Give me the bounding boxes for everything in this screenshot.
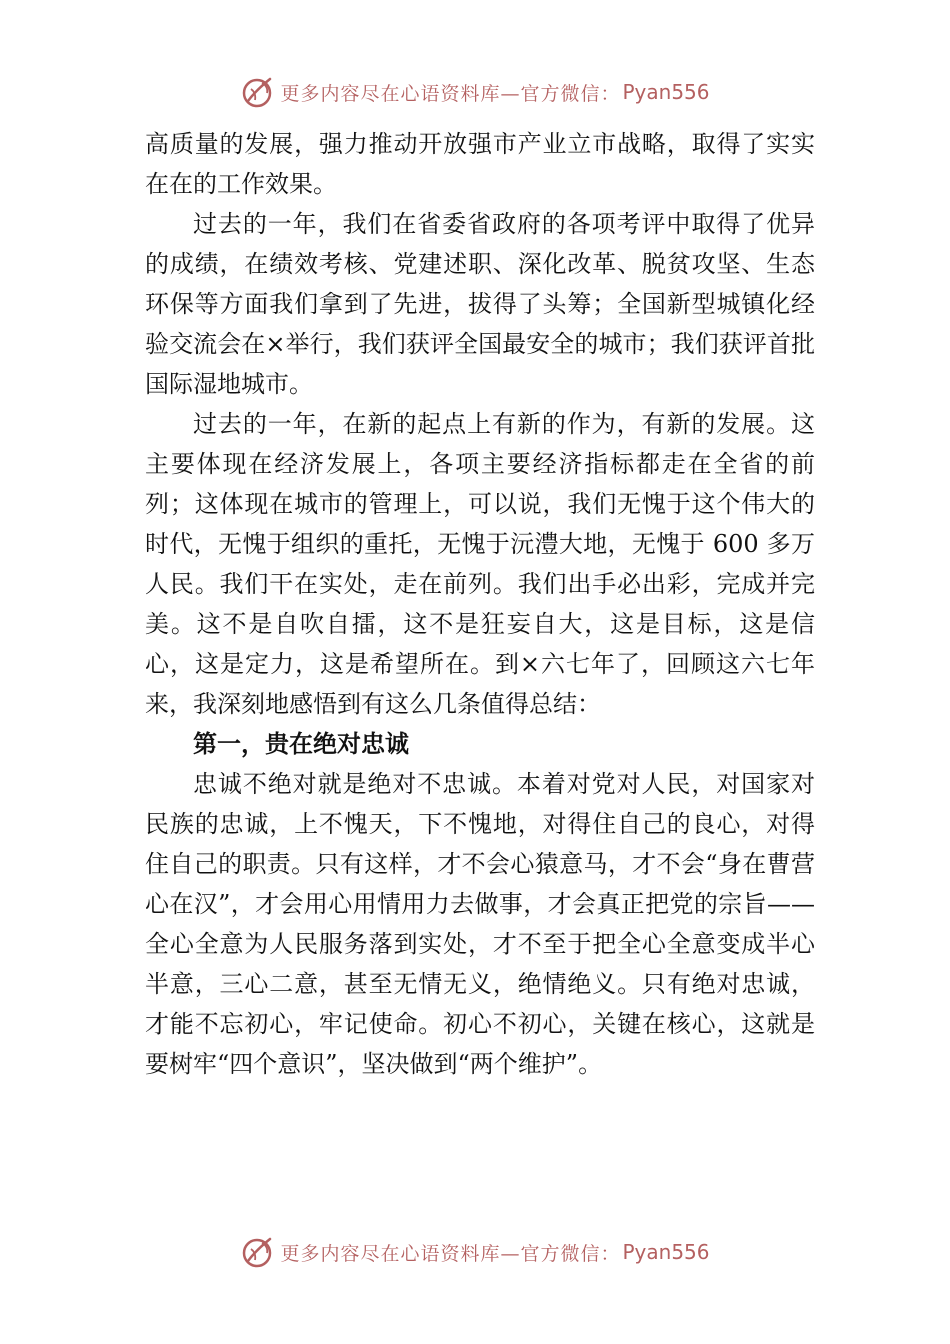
scroll-quill-logo-icon [240,1235,274,1269]
document-body [145,124,815,1084]
watermark-text: 更多内容尽在心语资料库—官方微信： [280,82,621,105]
header-watermark [0,72,950,112]
paragraph-loyalty: 忠诚不绝对就是绝对不忠诚。本着对党对人民，对国家对民族的忠诚，上不愧天，下不愧地，对得住自己的良心，对得住自己的职责。只有这样，才不会心猿意马，才不会“身在曹营心在汉”，才会用心用情用力去做事，才会真正把党的宗旨——全心全意为人民服务落到实处，才不至于把全心全意变成半心半意，三心二意，甚至无情无义，绝情绝义。只有绝对忠诚，才能不忘初心，牢记使命。初心不初心，关键在核心，这就是要树牢“四个意识”，坚决做到“两个维护”。 [145,770,815,1078]
footer-watermark [0,1232,950,1272]
watermark-text: 更多内容尽在心语资料库—官方微信： [280,1242,621,1265]
paragraph-development: 过去的一年，在新的起点上有新的作为，有新的发展。这主要体现在经济发展上，各项主要经济指标都走在全省的前列；这体现在城市的管理上，可以说，我们无愧于这个伟大的时代，无愧于组织的重托，无愧于沅澧大地，无愧于 600 多万人民。我们干在实处，走在前列。我们出手必出彩，完成并完美。这不是自吹自擂，这不是狂妄自大，这是目标，这是信心，这是定力，这是希望所在。到×六七年了，回顾这六七年来，我深刻地感悟到有这么几条值得总结： [145,410,815,718]
watermark-account: Pyan556 [622,1240,710,1264]
section-heading: 第一，贵在绝对忠诚 [193,730,409,758]
watermark-account: Pyan556 [622,80,710,104]
paragraph-achievements: 过去的一年，我们在省委省政府的各项考评中取得了优异的成绩，在绩效考核、党建述职、深化改革、脱贫攻坚、生态环保等方面我们拿到了先进，拔得了头筹；全国新型城镇化经验交流会在×举行，我们获评全国最安全的城市；我们获评首批国际湿地城市。 [145,210,815,398]
paragraph-continuation: 高质量的发展，强力推动开放强市产业立市战略，取得了实实在在的工作效果。 [145,130,815,198]
scroll-quill-logo-icon [240,75,274,109]
